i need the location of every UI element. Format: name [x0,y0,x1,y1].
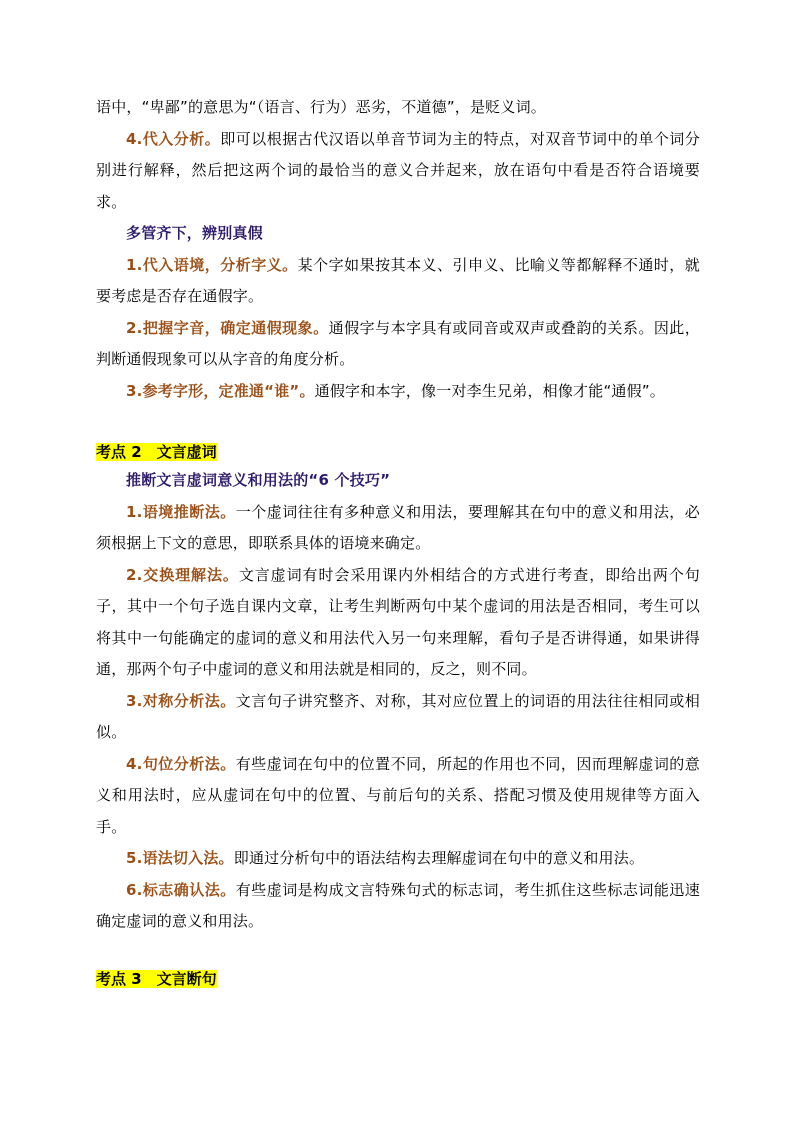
list-item: 1.代入语境，分析字义。某个字如果按其本义、引申义、比喻义等都解释不通时，就要考虑是否存在通假字。 [96,255,700,305]
list-item: 5.语法切入法。即通过分析句中的语法结构去理解虚词在句中的意义和用法。 [126,849,645,867]
list-item: 2.交换理解法。文言虚词有时会采用课内外相结合的方式进行考查，即给出两个句子，其中一个句子选自课内文章，让考生判断两句中某个虚词的用法是否相同，考生可以将其中一句能确定的虚词的意义和用法代入另一句来理解，看句子是否讲得通，如果讲得通，那两个句子中虚词的意义和用法就是相同的，反之，则不同。 [96,565,700,678]
paragraph-substitution-analysis [96,124,700,219]
list-item: 4.句位分析法。有些虚词在句中的位置不同，所起的作用也不同，因而理解虚词的意义和用法时，应从虚词在句中的位置、与前后句的关系、搭配习惯及使用规律等方面入手。 [96,754,700,836]
list-item: 3.参考字形，定准通“谁”。通假字和本字，像一对李生兄弟，相像才能“通假”。 [126,381,666,400]
list-item: 3.对称分析法。文言句子讲究整齐、对称，其对应位置上的词语的用法往往相同或相似。 [96,691,700,741]
document-body [96,92,700,992]
intro-line: 语中，“卑鄙”的意思为“（语言、行为）恶劣，不道德”，是贬义词。 [96,98,546,116]
subheading-six-techniques: 推断文言虚词意义和用法的“6 个技巧” [126,471,391,489]
section-title-kaodian-3: 考点 3 文言断句 [96,969,217,988]
paragraph-label: 4.代入分析。 [126,129,221,148]
list-item: 2.把握字音，确定通假现象。通假字与本字具有或同音或双声或叠韵的关系。因此，判断通假现象可以从字音的角度分析。 [96,318,700,368]
paragraph-text: 即可以根据古代汉语以单音节词为主的特点，对双音节词中的单个词分别进行解释，然后把这两个词的最恰当的意义合并起来，放在语句中看是否符合语境要求。 [96,129,700,211]
list-item: 6.标志确认法。有些虚词是构成文言特殊句式的标志词，考生抓住这些标志词能迅速确定虚词的意义和用法。 [96,880,700,930]
list-item: 1.语境推断法。一个虚词往往有多种意义和用法，要理解其在句中的意义和用法，必须根据上下文的意思，即联系具体的语境来确定。 [96,502,700,552]
section-title-kaodian-2: 考点 2 文言虚词 [96,443,217,461]
subheading-tongjia: 多管齐下，辨别真假 [126,224,263,242]
